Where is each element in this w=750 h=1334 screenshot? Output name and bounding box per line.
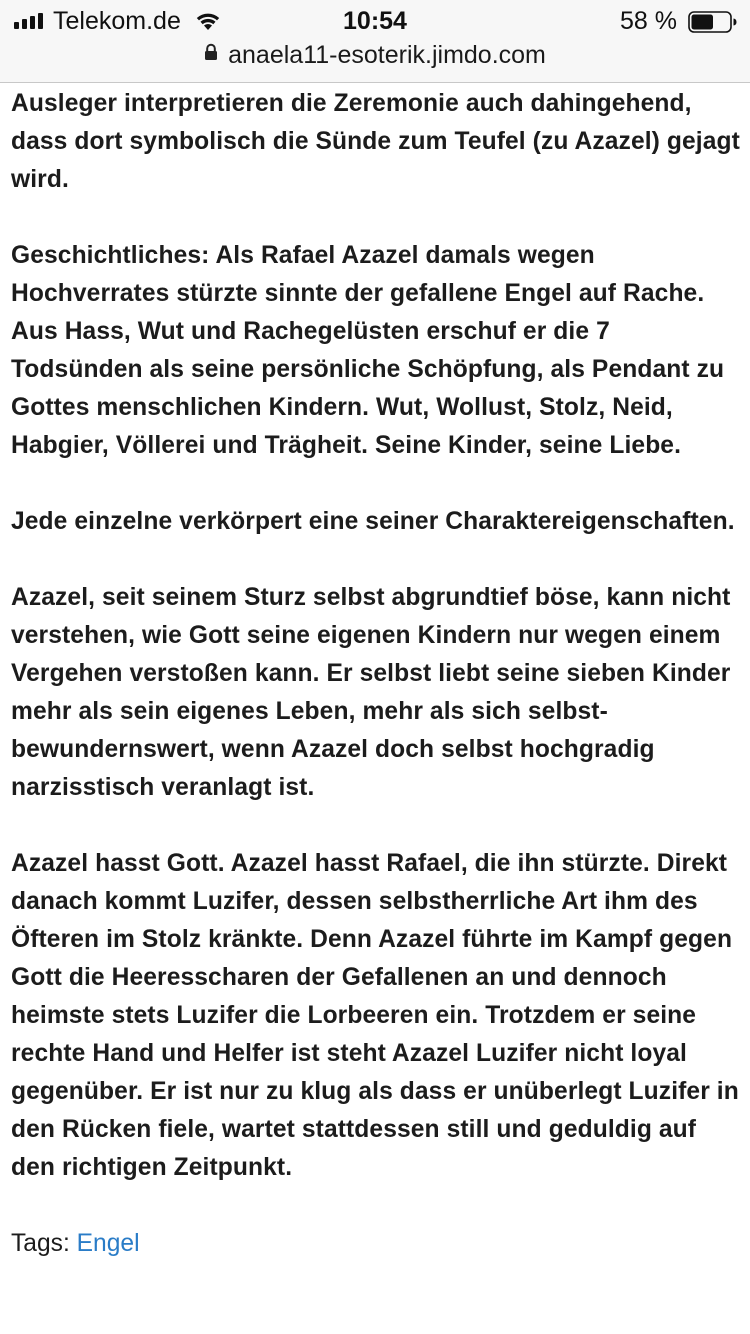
lock-icon <box>204 39 218 68</box>
status-bar <box>0 0 750 40</box>
address-bar[interactable] <box>0 40 750 83</box>
tag-link-engel[interactable]: Engel <box>76 1230 140 1257</box>
article-paragraph: Ausleger interpretieren die Zeremonie auch dahingehend, dass dort symbolisch die Sünde zum Teufel (zu Azazel) gejagt wird. <box>11 90 740 193</box>
article-paragraph: Azazel hasst Gott. Azazel hasst Rafael, die ihn stürzte. Direkt danach kommt Luzifer, dessen selbstherrliche Art ihm des Öfteren im Stolz kränkte. Denn Azazel führte im Kampf gegen Gott die Heeresscharen der Gefallenen an und dennoch heimste stets Luzifer die Lorbeeren ein. Trotzdem er seine rechte Hand und Helfer ist steht Azazel Luzifer nicht loyal gegenüber. Er ist nur zu klug als dass er unüberlegt Luzifer in den Rücken fiele, wartet stattdessen still und geduldig auf den richtigen Zeitpunkt. <box>11 850 739 1181</box>
tags-row <box>11 1225 743 1263</box>
tags-label: Tags: <box>11 1230 70 1257</box>
article-paragraph: Geschichtliches: Als Rafael Azazel damals wegen Hochverrates stürzte sinnte der gefallene Engel auf Rache. Aus Hass, Wut und Rachegelüsten erschuf er die 7 Todsünden als seine persönliche Schöpfung, als Pendant zu Gottes menschlichen Kindern. Wut, Wollust, Stolz, Neid, Habgier, Völlerei und Trägheit. Seine Kinder, seine Liebe. <box>11 242 725 459</box>
article-paragraph: Jede einzelne verkörpert eine seiner Charaktereigenschaften. <box>11 508 735 535</box>
battery-icon <box>688 11 738 38</box>
article-paragraph: Azazel, seit seinem Sturz selbst abgrundtief böse, kann nicht verstehen, wie Gott seine eigenen Kindern nur wegen einem Vergehen verstoßen kann. Er selbst liebt seine sieben Kinder mehr als sein eigenes Leben, mehr als sich selbst- bewundernswert, wenn Azazel doch selbst hochgradig narzisstisch veranlagt ist. <box>11 584 731 801</box>
carrier-name: Telekom.de <box>53 7 181 35</box>
battery-percentage: 58 % <box>620 7 677 35</box>
clock: 10:54 <box>343 7 407 35</box>
article-content <box>11 85 743 1263</box>
url-text[interactable]: anaela11-esoterik.jimdo.com <box>228 41 546 69</box>
